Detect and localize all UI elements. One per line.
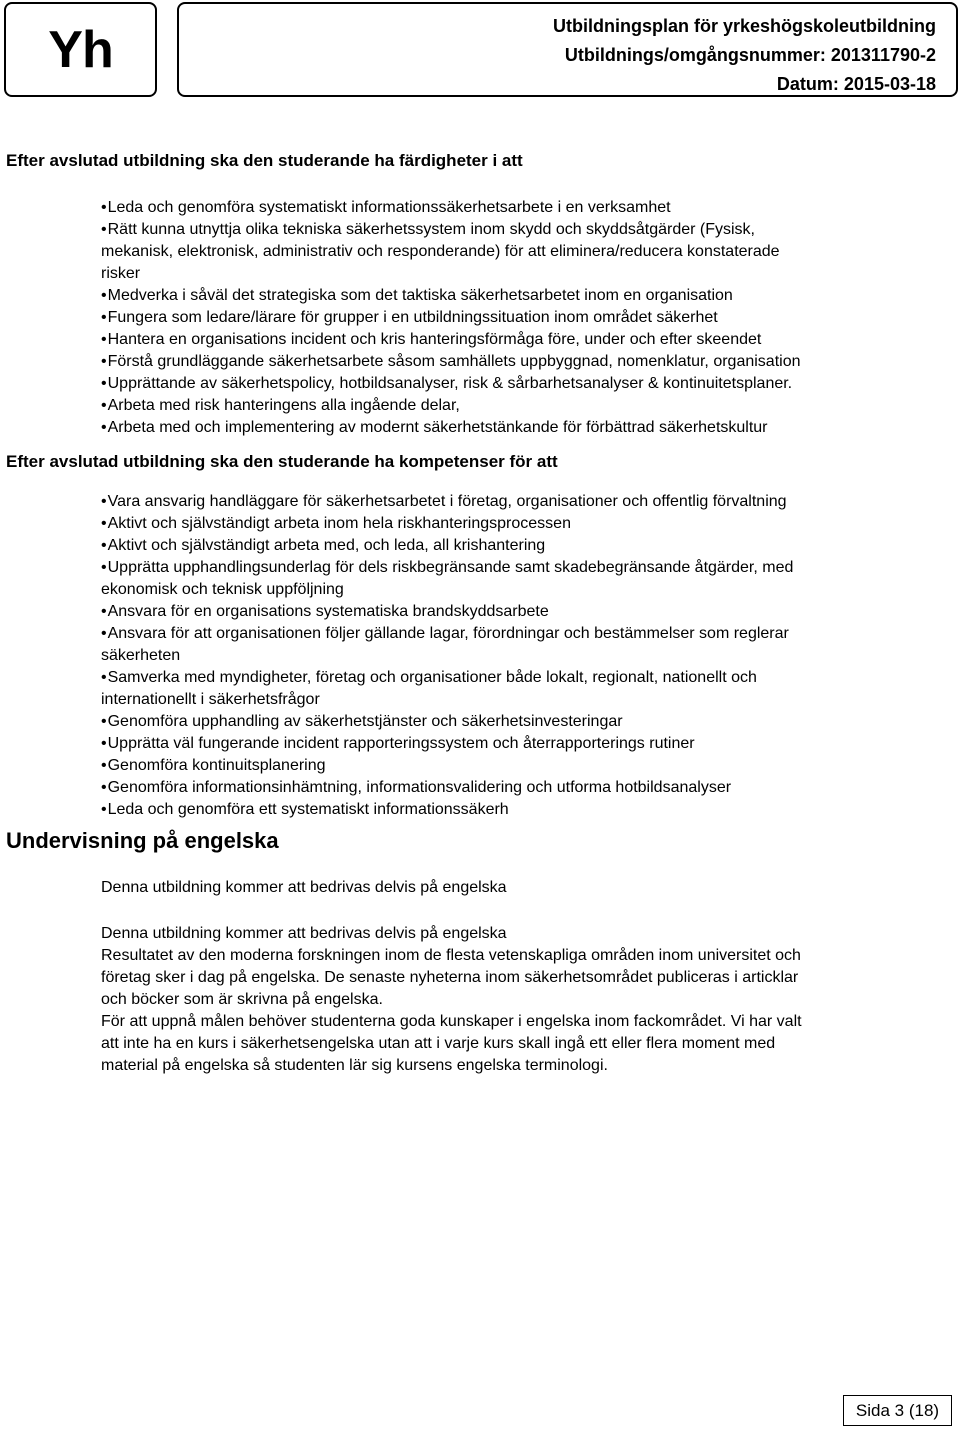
english-line: material på engelska så studenten lär sig kursens engelska terminologi.	[101, 1057, 608, 1074]
list-item: •Genomföra kontinuitsplanering	[101, 757, 326, 774]
list-item: •Aktivt och självständigt arbeta med, och leda, all krishantering	[101, 537, 546, 554]
english-line: För att uppnå målen behöver studenterna goda kunskaper i engelska inom fackområdet. Vi har valt	[101, 1013, 802, 1030]
list-item-continuation: ekonomisk och teknisk uppföljning	[101, 581, 344, 598]
list-item: •Förstå grundläggande säkerhetsarbete såsom samhällets uppbyggnad, nomenklatur, organisation	[101, 353, 801, 370]
list-item-continuation: risker	[101, 265, 141, 282]
list-item: •Upprätta upphandlingsunderlag för dels riskbegränsande samt skadebegränsande åtgärder, med	[101, 559, 794, 576]
competences-heading: Efter avslutad utbildning ska den studerande ha kompetenser för att	[6, 452, 558, 471]
list-item: •Vara ansvarig handläggare för säkerhetsarbetet i företag, organisationer och offentlig förvaltning	[101, 493, 787, 510]
skills-heading: Efter avslutad utbildning ska den studerande ha färdigheter i att	[6, 151, 523, 170]
list-item: •Rätt kunna utnyttja olika tekniska säkerhetssystem inom skydd och skyddsåtgärder (Fysisk,	[101, 221, 755, 238]
list-item: •Genomföra upphandling av säkerhetstjänster och säkerhetsinvesteringar	[101, 713, 623, 730]
header-date: Datum: 2015-03-18	[776, 74, 936, 94]
yh-logo	[4, 2, 157, 97]
list-item: •Arbeta med risk hanteringens alla ingående delar,	[101, 397, 460, 414]
list-item: •Samverka med myndigheter, företag och organisationer både lokalt, regionalt, nationellt och	[101, 669, 757, 686]
list-item: •Arbeta med och implementering av modernt säkerhetstänkande för förbättrad säkerhetskultur	[101, 419, 768, 436]
list-item: •Medverka i såväl det strategiska som det taktiska säkerhetsarbetet inom en organisation	[101, 287, 733, 304]
header-title: Utbildningsplan för yrkeshögskoleutbildning	[552, 16, 936, 36]
english-line: och böcker som är skrivna på engelska.	[101, 991, 383, 1008]
english-body	[6, 923, 954, 1077]
list-item: •Upprättande av säkerhetspolicy, hotbildsanalyser, risk & sårbarhetsanalyser & kontinuitetsplaner.	[101, 375, 793, 392]
competences-list	[6, 491, 954, 821]
list-item: •Hantera en organisations incident och kris hanteringsförmåga före, under och efter skeendet	[101, 331, 762, 348]
list-item: •Fungera som ledare/lärare för grupper i en utbildningssituation inom området säkerhet	[101, 309, 718, 326]
english-line: företag sker i dag på engelska. De senaste nyheterna inom säkerhetsområdet publiceras i articklar	[101, 969, 799, 986]
page-content	[6, 150, 954, 1077]
list-item: •Ansvara för att organisationen följer gällande lagar, förordningar och bestämmelser som reglerar	[101, 625, 789, 642]
english-line: Resultatet av den moderna forskningen inom de flesta vetenskapliga områden inom universitet och	[101, 947, 801, 964]
list-item: •Leda och genomföra ett systematiskt informationssäkerh	[101, 801, 509, 818]
header-program-number: Utbildnings/omgångsnummer: 201311790-2	[564, 45, 936, 65]
page-number-box	[843, 1395, 952, 1426]
logo-text: Yh	[48, 20, 113, 79]
list-item: •Leda och genomföra systematiskt informationssäkerhetsarbete i en verksamhet	[101, 199, 671, 216]
english-heading: Undervisning på engelska	[6, 828, 279, 853]
english-line: Denna utbildning kommer att bedrivas delvis på engelska	[101, 925, 507, 942]
list-item: •Aktivt och självständigt arbeta inom hela riskhanteringsprocessen	[101, 515, 571, 532]
document-header	[177, 2, 958, 97]
list-item-continuation: säkerheten	[101, 647, 181, 664]
list-item-continuation: mekanisk, elektronisk, administrativ och responderande) för att eliminera/reducera konstaterade	[101, 243, 780, 260]
english-intro: Denna utbildning kommer att bedrivas delvis på engelska	[101, 879, 507, 896]
list-item: •Genomföra informationsinhämtning, informationsvalidering och utforma hotbildsanalyser	[101, 779, 732, 796]
list-item: •Ansvara för en organisations systematiska brandskyddsarbete	[101, 603, 549, 620]
list-item-continuation: internationellt i säkerhetsfrågor	[101, 691, 320, 708]
english-line: att inte ha en kurs i säkerhetsengelska utan att i varje kurs skall ingå ett eller flera moment med	[101, 1035, 776, 1052]
list-item: •Upprätta väl fungerande incident rapporteringssystem och återrapporterings rutiner	[101, 735, 695, 752]
page-number: Sida 3 (18)	[855, 1401, 940, 1420]
skills-list	[6, 197, 954, 439]
